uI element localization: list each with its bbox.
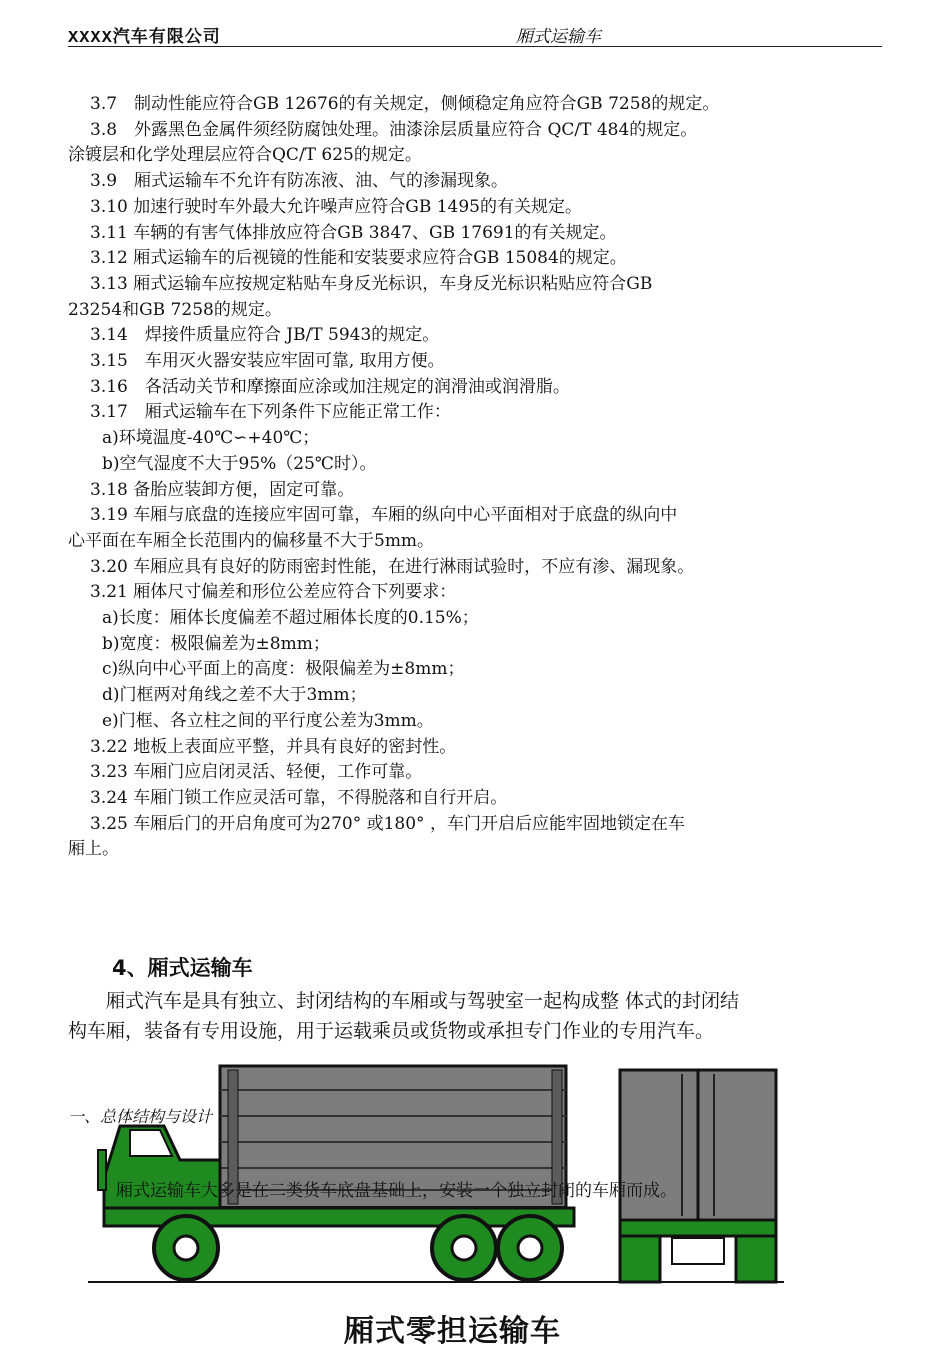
clause-list	[68, 92, 888, 863]
clause-line: 3.21 厢体尺寸偏差和形位公差应符合下列要求：	[90, 582, 457, 603]
clause-line: 3.15 车用灭火器安装应牢固可靠, 取用方便。	[90, 351, 445, 372]
clause-line: 3.11 车辆的有害气体排放应符合GB 3847、GB 17691的有关规定。	[90, 222, 617, 243]
clause-line: 3.10 加速行驶时车外最大允许噪声应符合GB 1495的有关规定。	[90, 196, 582, 217]
clause-line: 3.7 制动性能应符合GB 12676的有关规定，侧倾稳定角应符合GB 7258的规定。	[90, 94, 720, 114]
company-name: XXXX汽车有限公司	[68, 29, 221, 48]
clause-line: 3.12 厢式运输车的后视镜的性能和安装要求应符合GB 15084的规定。	[90, 248, 627, 269]
figure-overlay-text: 厢式运输车大多是在二类货车底盘基础上，安装一个独立封闭的车厢而成。	[116, 1181, 677, 1201]
clause-line: 3.19 车厢与底盘的连接应牢固可靠，车厢的纵向中心平面相对于底盘的纵向中	[90, 505, 678, 526]
figure-overlay-heading: 一、总体结构与设计	[68, 1107, 213, 1126]
clause-line: 涂镀层和化学处理层应符合QC/T 625的规定。	[68, 145, 422, 166]
clause-subitem: e)门框、各立柱之间的平行度公差为3mm。	[102, 710, 434, 731]
clause-subitem: a)长度：厢体长度偏差不超过厢体长度的0.15%；	[102, 608, 479, 629]
document-title: 厢式运输车	[516, 27, 601, 47]
clause-line: 3.17 厢式运输车在下列条件下应能正常工作：	[90, 402, 451, 423]
clause-line: 厢上。	[68, 839, 119, 860]
clause-subitem: b)空气湿度不大于95%（25℃时）。	[102, 453, 377, 474]
clause-line: 23254和GB 7258的规定。	[68, 299, 282, 320]
clause-line: 3.25 车厢后门的开启角度可为270° 或180° ，车门开启后应能牢固地锁定在车	[90, 813, 685, 834]
clause-line: 3.23 车厢门应启闭灵活、轻便，工作可靠。	[90, 762, 423, 783]
clause-subitem: c)纵向中心平面上的高度：极限偏差为±8mm；	[102, 659, 465, 680]
section-title: 4、厢式运输车	[112, 956, 253, 980]
paragraph-line: 构车厢，装备有专用设施，用于运载乘员或货物或承担专门作业的专用汽车。	[68, 1020, 715, 1042]
clause-line: 3.8 外露黑色金属件须经防腐蚀处理。油漆涂层质量应符合 QC/T 484的规定。	[90, 119, 698, 140]
figure-caption: 厢式零担运输车	[344, 1314, 561, 1349]
clause-line: 3.20 车厢应具有良好的防雨密封性能，在进行淋雨试验时，不应有渗、漏现象。	[90, 556, 695, 577]
clause-line: 3.24 车厢门锁工作应灵活可靠，不得脱落和自行开启。	[90, 787, 508, 808]
clause-line: 3.9 厢式运输车不允许有防冻液、油、气的渗漏现象。	[90, 171, 509, 192]
clause-line: 3.14 焊接件质量应符合 JB/T 5943的规定。	[90, 325, 440, 346]
clause-line: 3.16 各活动关节和摩擦面应涂或加注规定的润滑油或润滑脂。	[90, 376, 570, 397]
page-header	[68, 22, 882, 47]
paragraph-line: 厢式汽车是具有独立、封闭结构的车厢或与驾驶室一起构成整 体式的封闭结	[68, 990, 740, 1012]
clause-line: 心平面在车厢全长范围内的偏移量不大于5mm。	[68, 530, 435, 551]
clause-line: 3.13 厢式运输车应按规定粘贴车身反光标识，车身反光标识粘贴应符合GB	[90, 273, 653, 294]
section-paragraph	[68, 986, 888, 1046]
clause-subitem: d)门框两对角线之差不大于3mm；	[102, 685, 367, 706]
clause-line: 3.18 备胎应装卸方便，固定可靠。	[90, 479, 355, 500]
clause-subitem: a)环境温度-40℃∽+40℃；	[102, 428, 320, 449]
clause-line: 3.22 地板上表面应平整，并具有良好的密封性。	[90, 736, 457, 757]
clause-subitem: b)宽度：极限偏差为±8mm；	[102, 633, 330, 654]
